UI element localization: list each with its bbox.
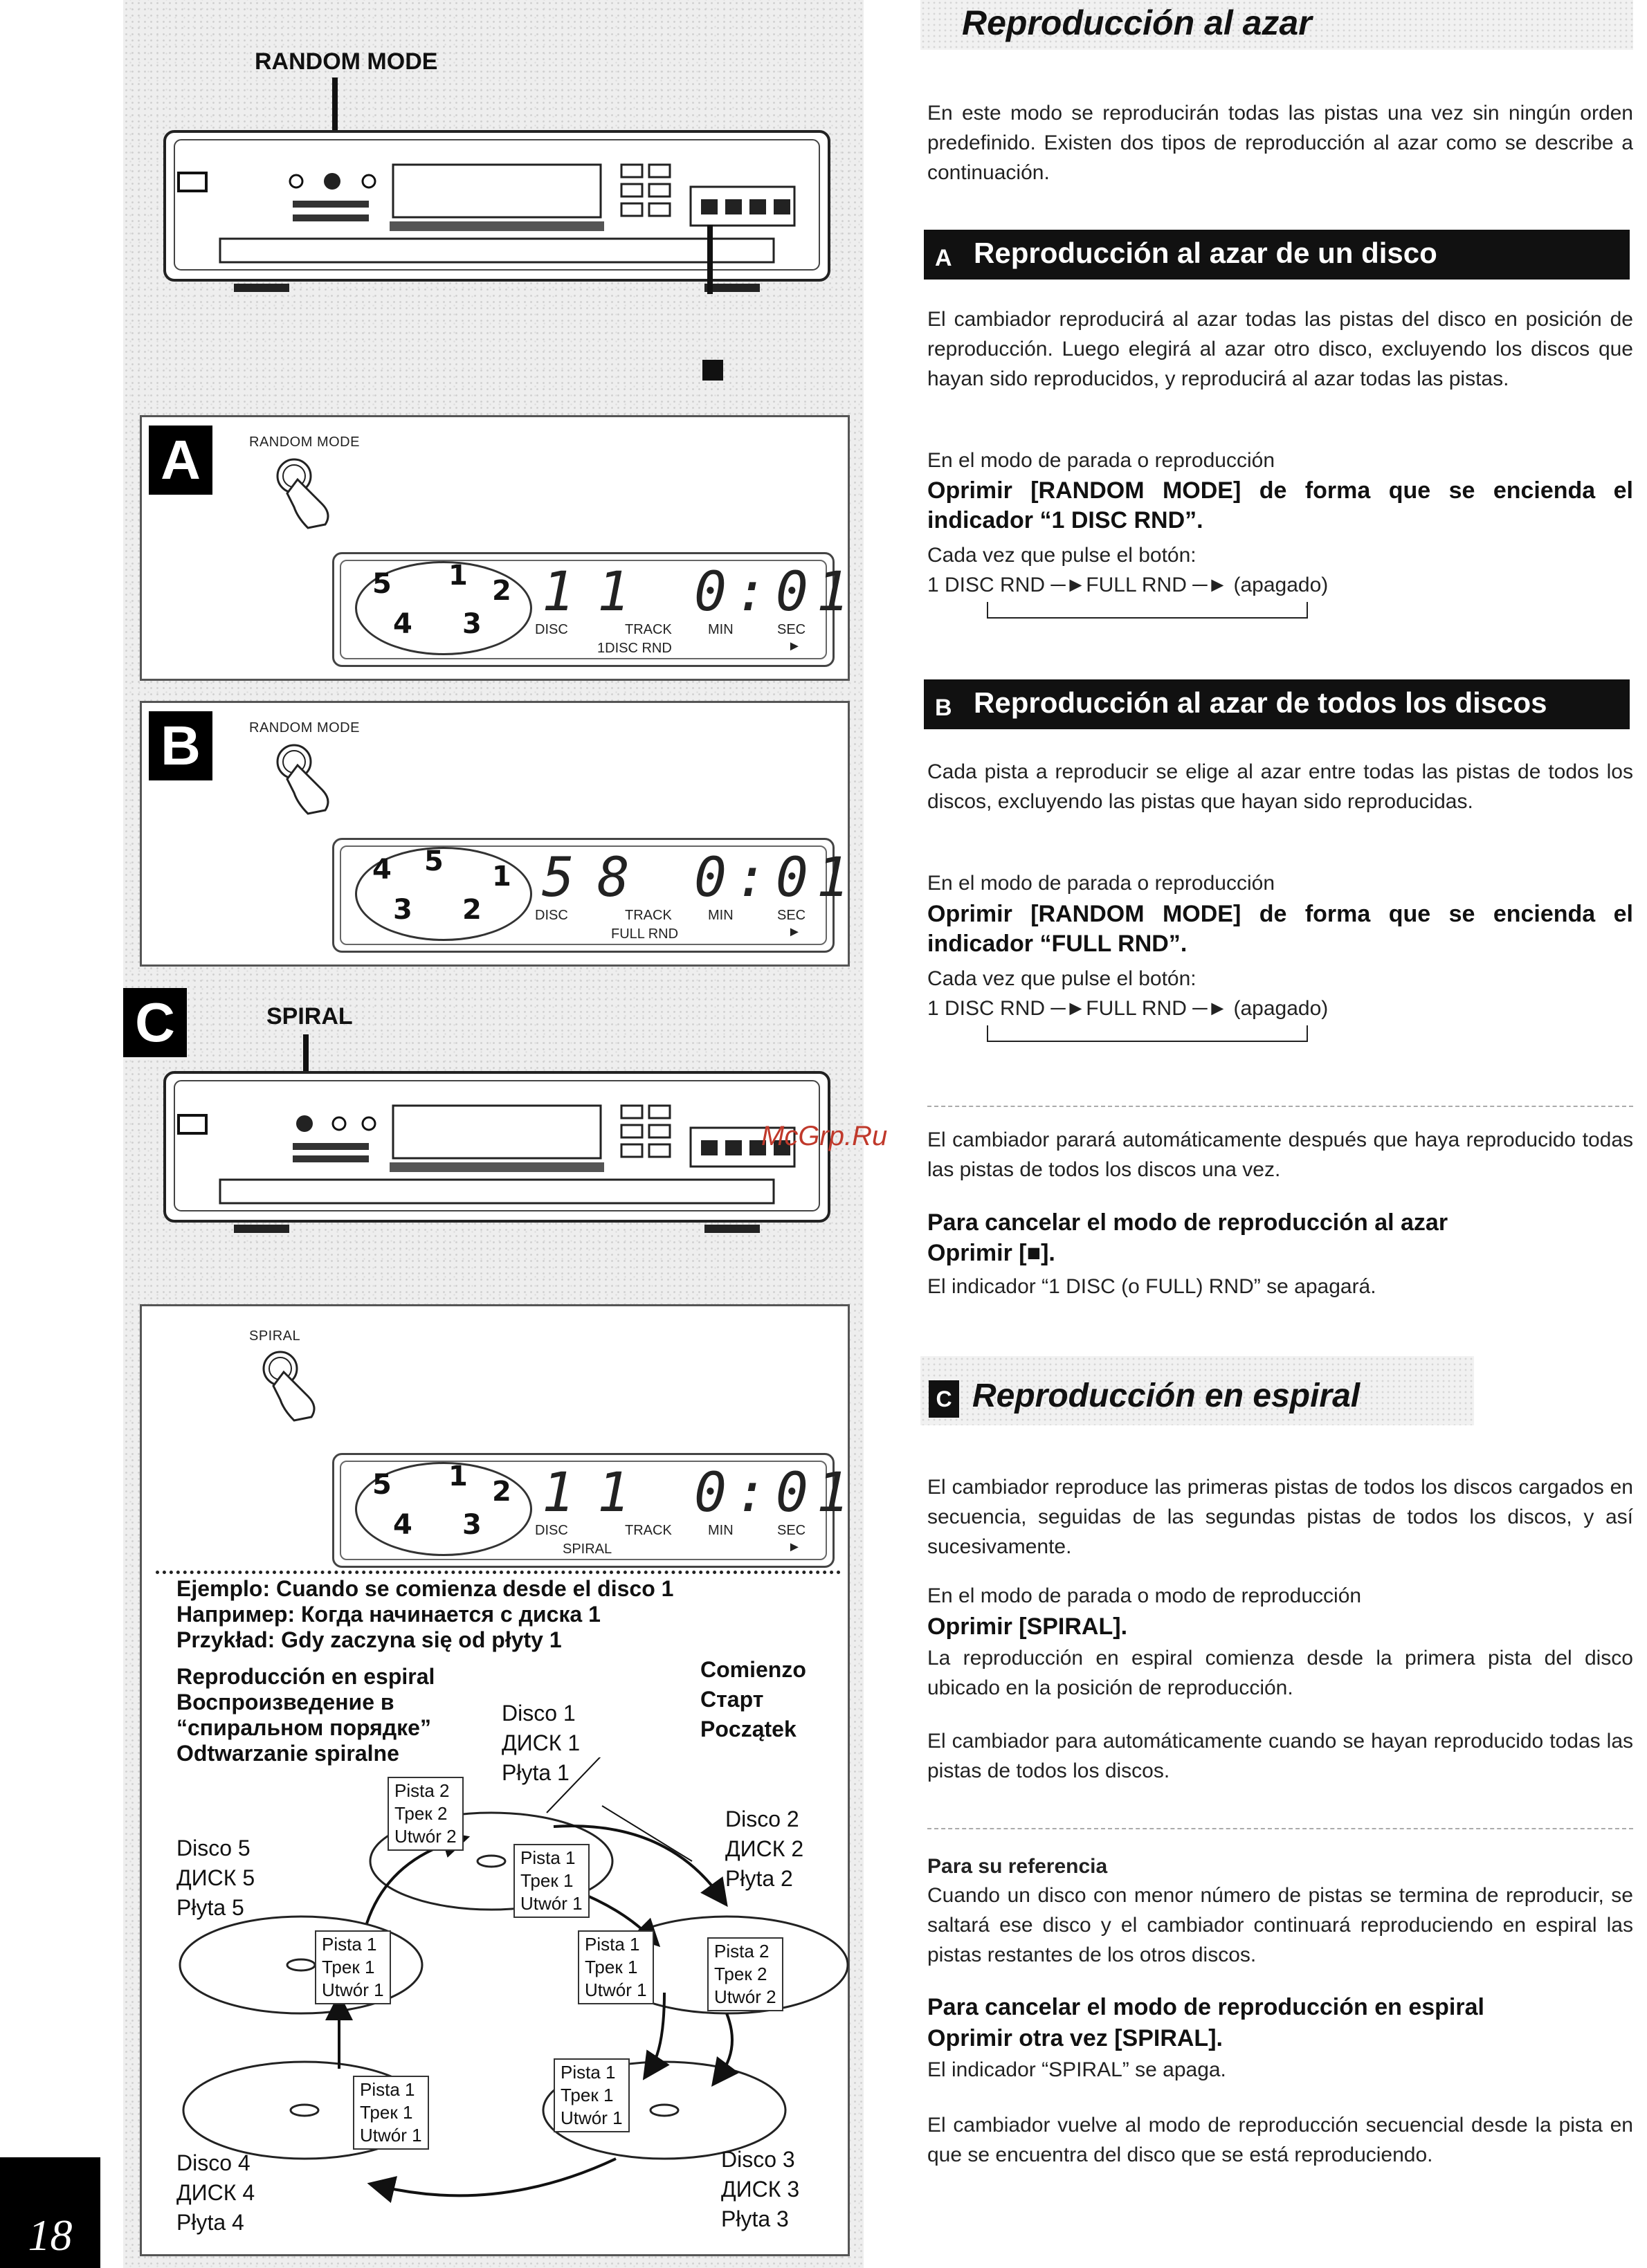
cd-changer-illustration-top [158, 118, 843, 332]
intro-text: En este modo se reproducirán todas las pistas una vez sin ningún orden predefinido. Existen dos tipos de reproducción al azar como se describe a continuación. [927, 102, 1633, 184]
example-line-pl: Przykład: Gdy zaczyna się od płyty 1 [176, 1627, 562, 1652]
section-a-heading: A Reproducción al azar de un disco [924, 230, 1630, 280]
section-b-heading: B Reproducción al azar de todos los discos [924, 679, 1630, 729]
time-readout: 0:01 [694, 1462, 857, 1524]
section-b-cycle: 1 DISC RND ─►FULL RND ─► (apagado) [927, 997, 1329, 1020]
finger-press-icon [266, 738, 349, 821]
panel-c-lcd: 5 1 2 4 3 1 DISC 1 TRACK 0:01 MIN SEC SPIRAL ► [332, 1453, 835, 1568]
track-box-disc1-track2: Pista 2 Трек 2 Utwór 2 [388, 1777, 464, 1851]
panel-b-letter: B [149, 711, 212, 780]
track-box-disc4-track1: Pista 1 Трек 1 Utwór 1 [353, 2076, 429, 2150]
watermark: McGrp.Ru [761, 1121, 888, 1151]
disc-number: 5 [542, 847, 583, 909]
random-mode-callout: RANDOM MODE [255, 48, 438, 75]
disc-number: 1 [542, 1462, 583, 1524]
panel-c-button-label: SPIRAL [249, 1328, 301, 1344]
cycle-loop-line [987, 602, 1308, 619]
section-c-instruction: Oprimir [SPIRAL]. [927, 1613, 1128, 1640]
divider [927, 1828, 1633, 1829]
disc-number: 1 [542, 561, 583, 623]
cd-changer-illustration-bottom [158, 1066, 843, 1273]
cycle-loop-line [987, 1025, 1308, 1042]
track-box-disc5-track1: Pista 1 Трек 1 Utwór 1 [315, 1930, 391, 2004]
section-b-body: Cada pista a reproducir se elige al azar entre todas las pistas de todos los discos, excluyendo las pistas que hayan sido reproducidas. [927, 760, 1633, 813]
start-label-ru: Старт [700, 1687, 764, 1712]
panel-a-lcd: 5 1 2 4 3 1 DISC 1 TRACK 0:01 MIN SEC 1DISC RND ► [332, 552, 835, 667]
panel-b-lcd: 4 5 1 3 2 5 DISC 8 TRACK 0:01 MIN SEC FULL RND ► [332, 838, 835, 953]
track-box-disc1-track1: Pista 1 Трек 1 Utwór 1 [513, 1844, 590, 1918]
panel-b [140, 701, 857, 967]
panel-b-button-label: RANDOM MODE [249, 720, 360, 735]
panel-a-button-label: RANDOM MODE [249, 435, 360, 450]
cancel-random-instruction: Oprimir [■]. [927, 1240, 1055, 1266]
finger-press-icon [266, 452, 349, 535]
page-title: Reproducción al azar [962, 3, 1312, 42]
section-c-heading: Reproducción en espiral [972, 1378, 1361, 1414]
page-number: 18 [0, 2157, 100, 2268]
cancel-spiral-heading: Para cancelar el modo de reproducción en espiral [927, 1994, 1484, 2020]
section-a-instruction: Oprimir [RANDOM MODE] de forma que se encienda el indicador “1 DISC RND”. [927, 477, 1633, 533]
play-icon: ► [788, 639, 801, 654]
cancel-random-heading: Para cancelar el modo de reproducción al azar [927, 1209, 1448, 1236]
mode-indicator: SPIRAL [563, 1542, 612, 1557]
mode-indicator: FULL RND [611, 926, 679, 942]
divider [927, 1106, 1633, 1107]
time-readout: 0:01 [694, 561, 857, 623]
section-c-body: El cambiador reproduce las primeras pistas de todos los discos cargados en secuencia, seguidas de las segundas pistas de todos los discos, y así sucesivamente. [927, 1476, 1633, 1558]
spiral-callout: SPIRAL [266, 1003, 353, 1030]
finger-press-icon [253, 1344, 336, 1427]
time-readout: 0:01 [694, 847, 857, 909]
panel-c-letter: C [123, 988, 187, 1057]
section-c-letter: C [929, 1380, 959, 1418]
cancel-spiral-instruction: Oprimir otra vez [SPIRAL]. [927, 2025, 1223, 2051]
track-number: 1 [597, 1462, 638, 1524]
track-number: 1 [597, 561, 638, 623]
play-icon: ► [788, 924, 801, 940]
mode-indicator: 1DISC RND [597, 641, 672, 656]
section-a-cycle: 1 DISC RND ─►FULL RND ─► (apagado) [927, 574, 1329, 596]
start-label-pl: Początek [700, 1717, 797, 1741]
track-box-disc3-track1: Pista 1 Трек 1 Utwór 1 [554, 2058, 630, 2132]
track-number: 8 [597, 847, 638, 909]
example-line-es: Ejemplo: Cuando se comienza desde el disco 1 [176, 1576, 674, 1601]
reference-body: Cuando un disco con menor número de pistas se termina de reproducir, se saltará ese disco y el cambiador continuará reproduciendo en espiral las pistas restantes de los otros discos. [927, 1884, 1633, 1966]
play-icon: ► [788, 1539, 801, 1555]
start-label-es: Comienzo [700, 1657, 806, 1682]
panel-a [140, 415, 857, 681]
section-a-body: El cambiador reproducirá al azar todas las pistas del disco en posición de reproducción. Luego elegirá al azar otro disco, excluyendo los discos que hayan sido reproducidos, y reproducirá al azar todas las pistas. [927, 308, 1633, 390]
reference-heading: Para su referencia [927, 1855, 1108, 1878]
track-box-disc2-track1: Pista 1 Трек 1 Utwór 1 [578, 1930, 654, 2004]
section-b-instruction: Oprimir [RANDOM MODE] de forma que se encienda el indicador “FULL RND”. [927, 901, 1633, 957]
auto-stop-text: El cambiador parará automáticamente después que haya reproducido todas las pistas de todos los discos una vez. [927, 1128, 1633, 1181]
stop-button-marker [702, 360, 723, 381]
track-box-disc2-track2: Pista 2 Трек 2 Utwór 2 [707, 1937, 783, 2011]
panel-a-letter: A [149, 426, 212, 495]
example-line-ru: Например: Когда начинается с диска 1 [176, 1602, 601, 1627]
